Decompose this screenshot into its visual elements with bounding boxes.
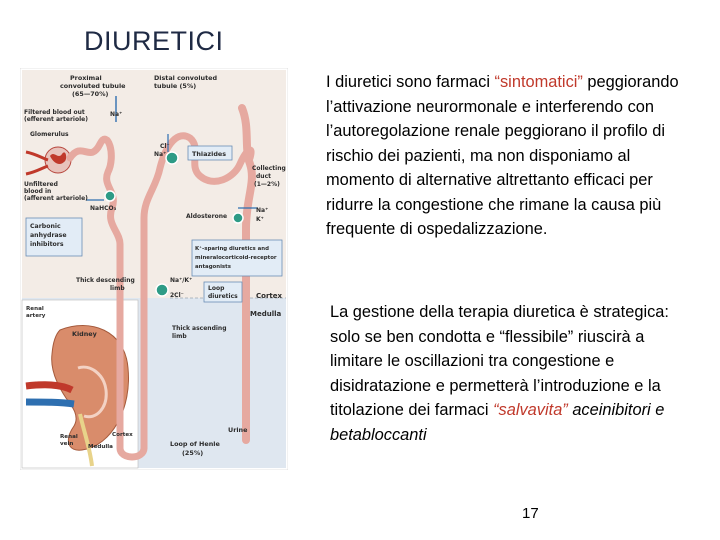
label-thiazides: Thiazides [192,150,227,158]
label-ksparing-1: K⁺-sparing diuretics and [195,246,269,252]
page-number: 17 [522,505,539,522]
paragraph1-text-2: peggiorando l’attivazione neurormonale e interferendo con l’autoregolazione renale peggiorano il profilo di rischio dei pazienti, ma non disponiamo al momento di alternative altrettanto efficaci per ridurre la congestione che rimane la causa più frequente di ospedalizzazione. [326,73,679,238]
label-filtered-2: (efferent arteriole) [24,116,88,123]
label-glomerulus: Glomerulus [30,131,69,138]
label-loop-henle-2: (25%) [182,449,204,457]
paragraph1-highlight: “sintomatici” [494,73,583,91]
carbonic-site-marker [105,191,115,201]
paragraph-gestione-terapia [330,300,690,447]
slide-title: DIURETICI [84,26,224,56]
label-na-distal: Na⁺ [154,151,167,158]
label-na-collecting: Na⁺ [256,207,269,214]
label-ksparing-3: antagonists [195,264,231,270]
paragraph2-highlight: “salvavita” [493,401,568,419]
paragraph2-text-1: La gestione della terapia diuretica è strategica: solo se ben condotta e “flessibile” riuscirà a limitare le oscillazioni tra congestione e disidratazione e permetterà l’introduzione e la titolazione dei farmaci [330,303,669,419]
label-proximal-3: (65—70%) [72,90,109,98]
nephron-diuretics-diagram [20,68,288,470]
label-renal-artery-2: artery [26,313,46,319]
label-renal-artery-1: Renal [26,306,44,312]
label-medulla-small: Medulla [88,444,113,450]
label-loop-henle-1: Loop of Henle [170,440,220,448]
label-thick-desc-1: Thick descending [76,277,135,284]
paragraph2-text-2: aceinibitori e betabloccanti [330,401,665,444]
label-loop-1: Loop [208,285,225,292]
label-carbonic-2: anhydrase [30,232,67,239]
label-medulla: Medulla [250,310,282,318]
loop-site-marker [156,284,168,296]
label-cortex: Cortex [256,292,283,300]
label-proximal-2: convoluted tubule [60,82,126,90]
paragraph1-text-1: I diuretici sono farmaci [326,73,495,91]
label-loop-2: diuretics [208,293,238,300]
label-filtered-1: Filtered blood out [24,109,85,116]
label-collecting-3: (1—2%) [254,181,280,188]
label-distal-1: Distal convoluted [154,74,218,82]
label-aldosterone: Aldosterone [186,213,228,220]
label-proximal-1: Proximal [70,74,102,82]
ksparing-site-marker [233,213,243,223]
label-carbonic-1: Carbonic [30,223,61,230]
label-renal-vein-1: Renal [60,434,78,440]
label-urine: Urine [228,426,248,434]
label-thick-asc-1: Thick ascending [172,325,227,332]
label-cortex-small: Cortex [112,432,133,438]
label-unfiltered-2: blood in [24,188,52,195]
label-thick-asc-2: limb [172,333,187,340]
label-distal-2: tubule (5%) [154,82,197,90]
label-collecting-1: Collecting [252,165,286,172]
label-kidney: Kidney [72,330,97,338]
label-na-proximal: Na⁺ [110,111,123,118]
paragraph-sintomatici [326,70,688,242]
label-thick-desc-2: limb [110,285,125,292]
renal-vein-vessel [26,402,74,404]
label-carbonic-3: inhibitors [30,241,64,248]
label-unfiltered-1: Unfiltered [24,181,58,188]
label-ksparing-2: mineralocorticoid-receptor [195,255,277,261]
label-k-collecting: K⁺ [256,216,264,223]
label-unfiltered-3: (afferent arteriole) [24,195,88,202]
label-collecting-2: duct [256,173,271,180]
label-renal-vein-2: vein [60,441,74,447]
label-2cl: 2Cl⁻ [170,292,184,299]
thiazide-site-marker [166,152,178,164]
label-nak: Na⁺/K⁺ [170,277,193,284]
label-nahco3: NaHCO₃ [90,205,117,212]
label-cl: Cl⁻ [160,143,170,150]
